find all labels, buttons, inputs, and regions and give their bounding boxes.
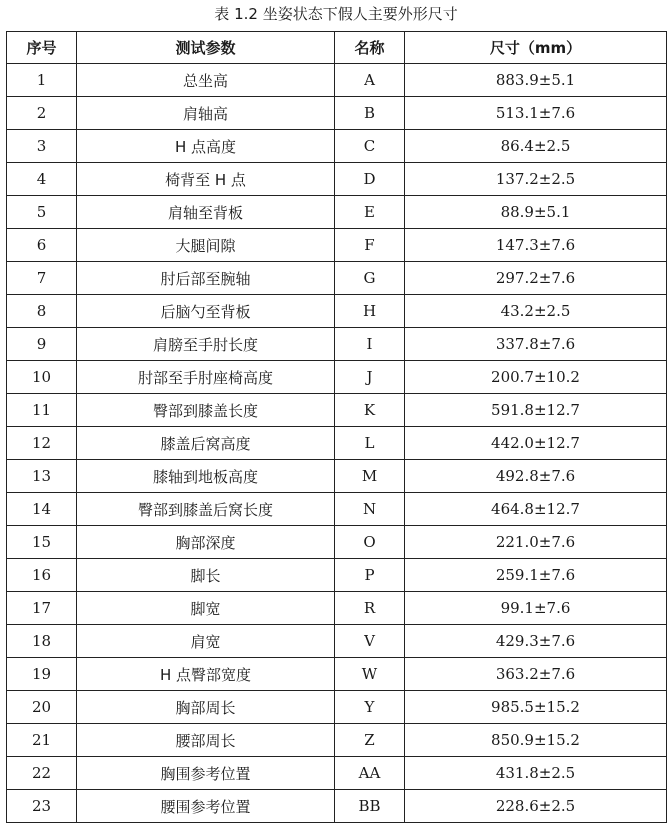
cell-parameter: 肩轴至背板 — [77, 196, 335, 229]
cell-name: H — [335, 295, 405, 328]
cell-parameter: H 点臀部宽度 — [77, 658, 335, 691]
cell-index: 8 — [7, 295, 77, 328]
cell-parameter: 膝盖后窝高度 — [77, 427, 335, 460]
cell-size: 429.3±7.6 — [405, 625, 667, 658]
table-row — [7, 526, 667, 559]
cell-parameter: 腰部周长 — [77, 724, 335, 757]
cell-name: L — [335, 427, 405, 460]
table-row — [7, 757, 667, 790]
cell-name: M — [335, 460, 405, 493]
cell-name: C — [335, 130, 405, 163]
cell-size: 137.2±2.5 — [405, 163, 667, 196]
table-row — [7, 97, 667, 130]
cell-size: 228.6±2.5 — [405, 790, 667, 823]
table-row — [7, 361, 667, 394]
cell-parameter: 大腿间隙 — [77, 229, 335, 262]
header-name: 名称 — [335, 32, 405, 64]
cell-parameter: 脚长 — [77, 559, 335, 592]
table-row — [7, 691, 667, 724]
cell-name: AA — [335, 757, 405, 790]
cell-index: 13 — [7, 460, 77, 493]
cell-parameter: 肩宽 — [77, 625, 335, 658]
cell-size: 883.9±5.1 — [405, 64, 667, 97]
cell-index: 14 — [7, 493, 77, 526]
cell-index: 10 — [7, 361, 77, 394]
table-row — [7, 724, 667, 757]
dimensions-table — [6, 31, 667, 823]
cell-index: 16 — [7, 559, 77, 592]
cell-size: 297.2±7.6 — [405, 262, 667, 295]
cell-parameter: 后脑勺至背板 — [77, 295, 335, 328]
cell-size: 221.0±7.6 — [405, 526, 667, 559]
cell-name: G — [335, 262, 405, 295]
table-row — [7, 64, 667, 97]
cell-name: E — [335, 196, 405, 229]
cell-parameter: 胸部周长 — [77, 691, 335, 724]
cell-name: F — [335, 229, 405, 262]
cell-name: J — [335, 361, 405, 394]
table-row — [7, 328, 667, 361]
cell-name: P — [335, 559, 405, 592]
cell-index: 1 — [7, 64, 77, 97]
table-row — [7, 196, 667, 229]
cell-parameter: 臀部到膝盖长度 — [77, 394, 335, 427]
table-row — [7, 625, 667, 658]
cell-size: 442.0±12.7 — [405, 427, 667, 460]
cell-name: K — [335, 394, 405, 427]
cell-parameter: 总坐高 — [77, 64, 335, 97]
cell-size: 259.1±7.6 — [405, 559, 667, 592]
cell-name: BB — [335, 790, 405, 823]
header-index: 序号 — [7, 32, 77, 64]
table-row — [7, 229, 667, 262]
cell-name: D — [335, 163, 405, 196]
cell-size: 99.1±7.6 — [405, 592, 667, 625]
cell-index: 11 — [7, 394, 77, 427]
cell-name: Z — [335, 724, 405, 757]
cell-size: 147.3±7.6 — [405, 229, 667, 262]
cell-parameter: 膝轴到地板高度 — [77, 460, 335, 493]
cell-size: 591.8±12.7 — [405, 394, 667, 427]
table-row — [7, 163, 667, 196]
cell-parameter: 臀部到膝盖后窝长度 — [77, 493, 335, 526]
table-row — [7, 427, 667, 460]
cell-index: 20 — [7, 691, 77, 724]
cell-size: 492.8±7.6 — [405, 460, 667, 493]
cell-size: 43.2±2.5 — [405, 295, 667, 328]
cell-index: 21 — [7, 724, 77, 757]
cell-size: 200.7±10.2 — [405, 361, 667, 394]
cell-index: 6 — [7, 229, 77, 262]
cell-name: W — [335, 658, 405, 691]
header-row — [7, 32, 667, 64]
cell-parameter: 肩轴高 — [77, 97, 335, 130]
cell-parameter: 腰围参考位置 — [77, 790, 335, 823]
cell-size: 431.8±2.5 — [405, 757, 667, 790]
cell-parameter: 肘后部至腕轴 — [77, 262, 335, 295]
table-row — [7, 592, 667, 625]
cell-index: 23 — [7, 790, 77, 823]
table-row — [7, 790, 667, 823]
cell-size: 363.2±7.6 — [405, 658, 667, 691]
cell-size: 88.9±5.1 — [405, 196, 667, 229]
cell-size: 86.4±2.5 — [405, 130, 667, 163]
table-row — [7, 130, 667, 163]
cell-size: 985.5±15.2 — [405, 691, 667, 724]
cell-size: 337.8±7.6 — [405, 328, 667, 361]
cell-size: 850.9±15.2 — [405, 724, 667, 757]
cell-name: R — [335, 592, 405, 625]
cell-name: A — [335, 64, 405, 97]
cell-parameter: 椅背至 H 点 — [77, 163, 335, 196]
cell-name: I — [335, 328, 405, 361]
cell-index: 9 — [7, 328, 77, 361]
cell-parameter: H 点高度 — [77, 130, 335, 163]
cell-index: 5 — [7, 196, 77, 229]
table-row — [7, 493, 667, 526]
cell-index: 19 — [7, 658, 77, 691]
table-caption: 表 1.2 坐姿状态下假人主要外形尺寸 — [214, 5, 458, 23]
cell-index: 22 — [7, 757, 77, 790]
header-size: 尺寸（mm） — [405, 32, 667, 64]
table-row — [7, 658, 667, 691]
cell-name: N — [335, 493, 405, 526]
header-parameter: 测试参数 — [77, 32, 335, 64]
table-header — [7, 32, 667, 64]
cell-name: O — [335, 526, 405, 559]
table-row — [7, 460, 667, 493]
table-row — [7, 262, 667, 295]
cell-index: 18 — [7, 625, 77, 658]
table-body — [7, 64, 667, 823]
cell-size: 513.1±7.6 — [405, 97, 667, 130]
cell-index: 2 — [7, 97, 77, 130]
cell-size: 464.8±12.7 — [405, 493, 667, 526]
table-row — [7, 394, 667, 427]
cell-index: 3 — [7, 130, 77, 163]
cell-name: V — [335, 625, 405, 658]
cell-name: Y — [335, 691, 405, 724]
cell-index: 12 — [7, 427, 77, 460]
cell-index: 17 — [7, 592, 77, 625]
table-row — [7, 295, 667, 328]
cell-parameter: 胸部深度 — [77, 526, 335, 559]
cell-name: B — [335, 97, 405, 130]
table-row — [7, 559, 667, 592]
cell-index: 4 — [7, 163, 77, 196]
cell-parameter: 肘部至手肘座椅高度 — [77, 361, 335, 394]
cell-parameter: 肩膀至手肘长度 — [77, 328, 335, 361]
cell-parameter: 胸围参考位置 — [77, 757, 335, 790]
cell-index: 7 — [7, 262, 77, 295]
cell-index: 15 — [7, 526, 77, 559]
cell-parameter: 脚宽 — [77, 592, 335, 625]
